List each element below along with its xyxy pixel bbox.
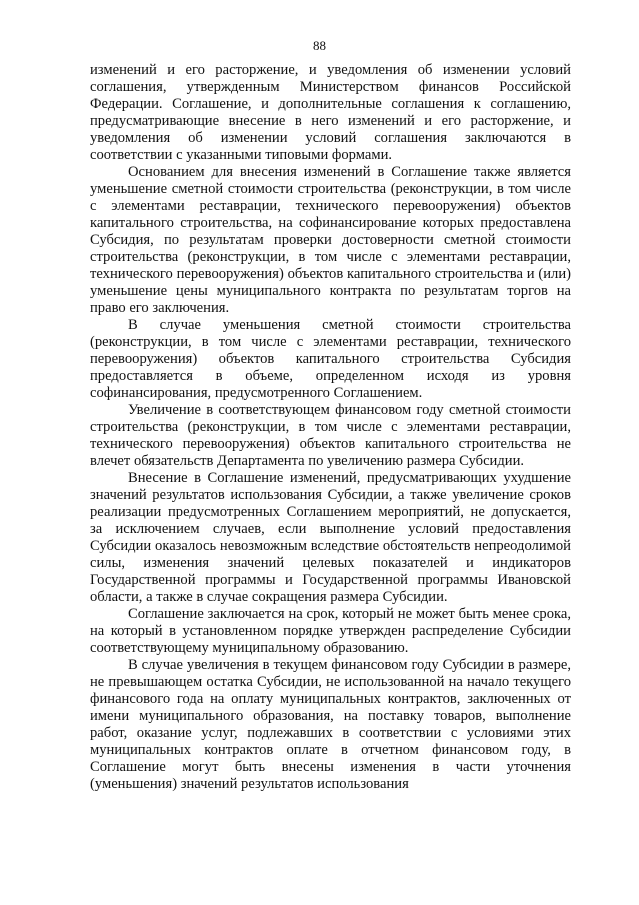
paragraph-grounds-for-changes: Основанием для внесения изменений в Соглашение также является уменьшение сметной стоимости строительства (реконструкции, в том числе с элементами реставрации, технического перевооружения) объектов капитального строительства, на софинансирование которых предоставлена Субсидия, по результатам проверки достоверности сметной стоимости строительства (реконструкции, в том числе с элементами реставрации, технического перевооружения) объектов капитального строительства и (или) уменьшение цены муниципального контракта по результатам торгов на право его заключения. (90, 164, 571, 316)
paragraph-cost-increase: Увеличение в соответствующем финансовом году сметной стоимости строительства (реконструкции, в том числе с элементами реставрации, технического перевооружения) объектов капитального строительства не влечет обязательств Департамента по увеличению размера Субсидии. (90, 402, 571, 469)
paragraph-agreement-term: Соглашение заключается на срок, который не может быть менее срока, на который в установленном порядке утвержден распределение Субсидии соответствующему муниципальному образованию. (90, 606, 571, 656)
paragraph-continuation: изменений и его расторжение, и уведомления об изменении условий соглашения, утвержденным Министерством финансов Российской Федерации. Соглашение, и дополнительные соглашения к соглашению, предусматривающие внесение в него изменений и его расторжение, и уведомления об изменении условий соглашения заключаются в соответствии с указанными типовыми формами. (90, 62, 571, 163)
paragraph-cost-reduction: В случае уменьшения сметной стоимости строительства (реконструкции, в том числе с элементами реставрации, технического перевооружения) объектов капитального строительства Субсидия предоставляется в объеме, определенном исходя из уровня софинансирования, предусмотренного Соглашением. (90, 317, 571, 401)
paragraph-prohibited-changes: Внесение в Соглашение изменений, предусматривающих ухудшение значений результатов использования Субсидии, а также увеличение сроков реализации предусмотренных Соглашением мероприятий, не допускается, за исключением случаев, если выполнение условий предоставления Субсидии оказалось невозможным вследствие обстоятельств непреодолимой силы, изменения значений целевых показателей и индикаторов Государственной программы и Государственной программы Ивановской области, а также в случае сокращения размера Субсидии. (90, 470, 571, 605)
page-number: 88 (313, 38, 326, 53)
text-body (90, 62, 571, 793)
paragraph-subsidy-increase: В случае увеличения в текущем финансовом году Субсидии в размере, не превышающем остатка Субсидии, не использованной на начало текущего финансового года на оплату муниципальных контрактов, заключенных от имени муниципального образования, на поставку товаров, выполнение работ, оказание услуг, подлежавших в соответствии с условиями этих муниципальных контрактов оплате в отчетном финансовом году, в Соглашение могут быть внесены изменения в части уточнения (уменьшения) значений результатов использования (90, 657, 571, 792)
